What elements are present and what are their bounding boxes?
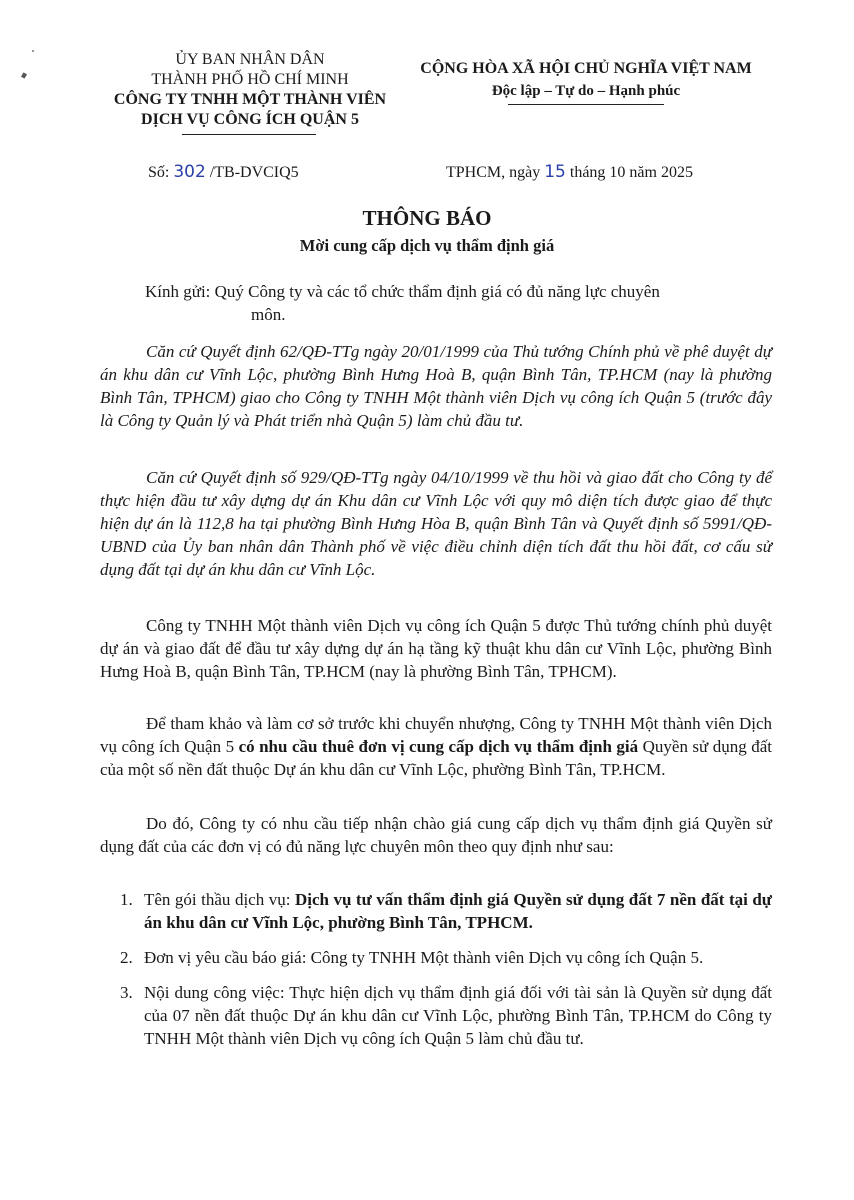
company-name-line-2: DỊCH VỤ CÔNG ÍCH QUẬN 5 xyxy=(141,111,359,128)
national-motto xyxy=(400,58,772,102)
recipient xyxy=(145,280,765,326)
paragraph xyxy=(100,712,772,781)
legal-basis-1 xyxy=(100,340,772,432)
list-item-number: 3. xyxy=(120,983,133,1002)
project-info xyxy=(100,614,772,683)
list-item-label: Đơn vị yêu cầu báo giá: Công ty TNHH Một thành viên Dịch vụ công ích Quận 5. xyxy=(144,948,704,967)
number-handwritten: 302 xyxy=(173,162,206,182)
header-left-underline xyxy=(182,134,316,135)
date-day-handwritten: 15 xyxy=(544,162,566,182)
list-item xyxy=(100,946,772,969)
date-prefix: TPHCM, ngày xyxy=(446,164,545,181)
number-suffix: /TB-DVCIQ5 xyxy=(205,164,299,181)
recipient-line-1: Kính gửi: Quý Công ty và các tổ chức thẩm định giá có đủ năng lực chuyên xyxy=(145,282,660,301)
paragraph: Do đó, Công ty có nhu cầu tiếp nhận chào giá cung cấp dịch vụ thẩm định giá Quyền sử dụng đất của các đơn vị có đủ năng lực chuyên môn theo quy định như sau: xyxy=(100,814,772,856)
list-item-bold: Dịch vụ tư vấn thẩm định giá Quyền sử dụng đất 7 nền đất tại dự án khu dân cư Vĩnh Lộc, phường Bình Tân, TPHCM. xyxy=(144,890,772,932)
document-title: THÔNG BÁO xyxy=(362,206,492,230)
scan-speck xyxy=(21,72,27,78)
country-name: CỘNG HÒA XÃ HỘI CHỦ NGHĨA VIỆT NAM xyxy=(420,60,752,77)
document-number xyxy=(148,162,299,182)
list-item-label: Nội dung công việc: Thực hiện dịch vụ thẩm định giá đối với tài sản là Quyền sử dụng đất của 07 nền đất thuộc Dự án khu dân cư Vĩnh Lộc, phường Bình Tân, TP.HCM do Công ty TNHH Một thành viên Dịch vụ công ích Quận 5 làm chủ đầu tư. xyxy=(144,983,772,1048)
purpose-text-bold: có nhu cầu thuê đơn vị cung cấp dịch vụ thẩm định giá xyxy=(238,737,639,756)
list-item xyxy=(100,888,772,934)
purpose xyxy=(100,712,772,781)
list-item-number: 2. xyxy=(120,948,133,967)
scan-speck xyxy=(32,50,34,52)
authority-line-1: ỦY BAN NHÂN DÂN xyxy=(175,51,325,68)
number-prefix: Số: xyxy=(148,164,174,181)
legal-basis-2 xyxy=(100,466,772,581)
purpose-text-a: Để tham khảo và làm cơ sở trước khi chuyển nhượng, Công ty TNHH Một thành viên Dịch vụ công ích Quận 5 xyxy=(100,714,772,756)
list-item xyxy=(100,981,772,1050)
request-intro xyxy=(100,812,772,858)
issuing-authority xyxy=(100,50,400,130)
header-right-underline xyxy=(508,104,664,105)
list-item-number: 1. xyxy=(120,890,133,909)
date-suffix: tháng 10 năm 2025 xyxy=(565,164,693,181)
company-name-line-1: CÔNG TY TNHH MỘT THÀNH VIÊN xyxy=(113,91,387,108)
document-date xyxy=(446,162,693,182)
purpose-text-c: Quyền sử dụng đất của một số nền đất thuộc Dự án khu dân cư Vĩnh Lộc, phường Bình Tân, TP.HCM. xyxy=(100,737,773,779)
motto: Độc lập – Tự do – Hạnh phúc xyxy=(491,83,681,99)
paragraph: Căn cứ Quyết định số 929/QĐ-TTg ngày 04/10/1999 về thu hồi và giao đất cho Công ty để thực hiện đầu tư xây dựng dự án Khu dân cư Vĩnh Lộc với quy mô diện tích được giao để thực hiện dự án là 112,8 ha tại phường Bình Hưng Hòa B, quận Bình Tân và Quyết định số 5991/QĐ-UBND của Ủy ban nhân dân Thành phố về việc điều chỉnh diện tích đất thu hồi đất, cơ cấu sử dụng đất tại dự án khu dân cư Vĩnh Lộc. xyxy=(100,468,772,579)
paragraph: Công ty TNHH Một thành viên Dịch vụ công ích Quận 5 được Thủ tướng chính phủ duyệt dự án và giao đất để đầu tư xây dựng dự án hạ tầng kỹ thuật khu dân cư Vĩnh Lộc, phường Bình Hưng Hoà B, quận Bình Tân, TP.HCM (nay là phường Bình Tân, TPHCM). xyxy=(100,616,772,681)
recipient-line-2: môn. xyxy=(251,305,286,324)
requirements-list xyxy=(100,888,772,1062)
paragraph: Căn cứ Quyết định 62/QĐ-TTg ngày 20/01/1999 của Thủ tướng Chính phủ về phê duyệt dự án khu dân cư Vĩnh Lộc, phường Bình Hưng Hoà B, quận Bình Tân, TP.HCM (nay là phường Bình Tân, TPHCM) giao cho Công ty TNHH Một thành viên Dịch vụ công ích Quận 5 (trước đây là Công ty Quản lý và Phát triển nhà Quận 5) làm chủ đầu tư. xyxy=(100,342,772,430)
document-subtitle: Mời cung cấp dịch vụ thẩm định giá xyxy=(299,236,555,255)
list-item-label: Tên gói thầu dịch vụ: xyxy=(144,890,295,909)
authority-line-2: THÀNH PHỐ HỒ CHÍ MINH xyxy=(151,71,349,88)
